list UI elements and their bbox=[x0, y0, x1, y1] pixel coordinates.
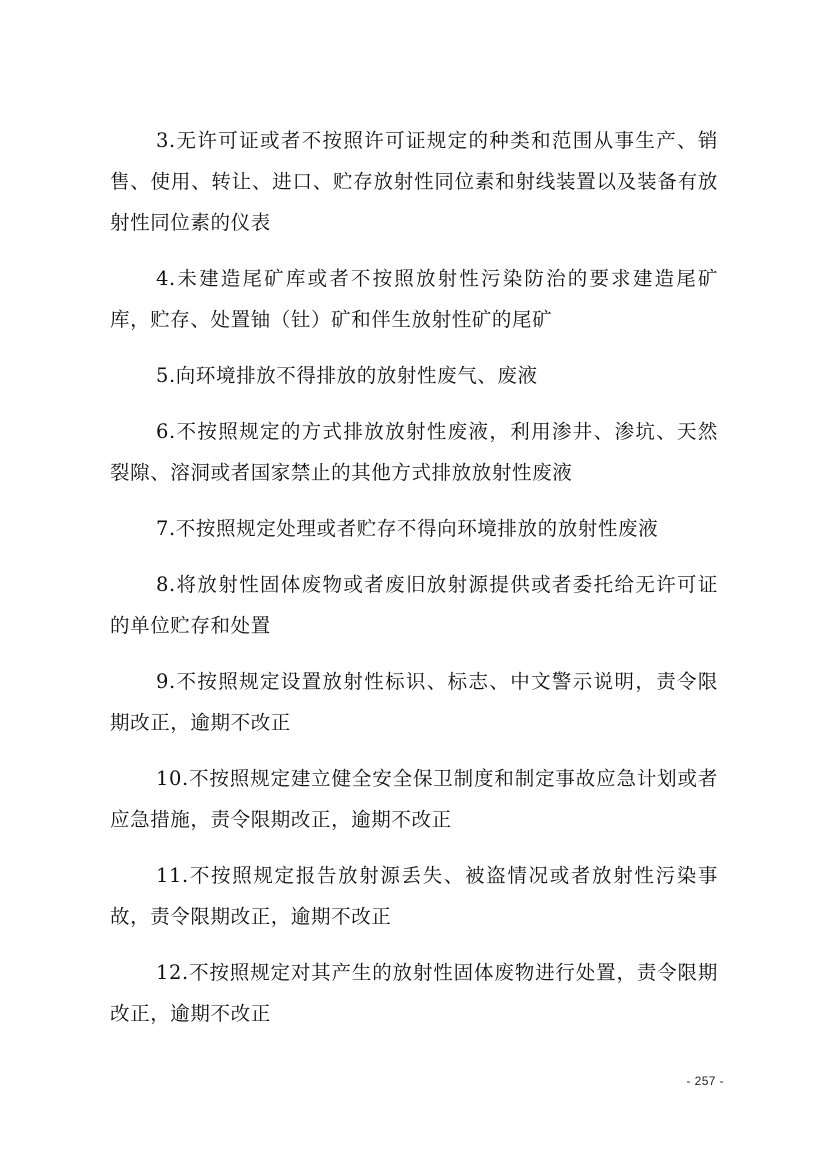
list-item: 6.不按照规定的方式排放放射性废液，利用渗井、渗坑、天然裂隙、溶洞或者国家禁止的其他方式排放放射性废液 bbox=[110, 420, 718, 484]
list-item: 3.无许可证或者不按照许可证规定的种类和范围从事生产、销售、使用、转让、进口、贮存放射性同位素和射线装置以及装备有放射性同位素的仪表 bbox=[110, 129, 718, 234]
document-body bbox=[110, 120, 718, 1049]
list-item: 4.未建造尾矿库或者不按照放射性污染防治的要求建造尾矿库，贮存、处置铀（钍）矿和伴生放射性矿的尾矿 bbox=[110, 267, 718, 331]
list-item: 5.向环境排放不得排放的放射性废气、废液 bbox=[156, 364, 538, 387]
list-item: 7.不按照规定处理或者贮存不得向环境排放的放射性废液 bbox=[156, 517, 659, 540]
list-item: 9.不按照规定设置放射性标识、标志、中文警示说明，责令限期改正，逾期不改正 bbox=[110, 670, 718, 734]
list-item: 12.不按照规定对其产生的放射性固体废物进行处置，责令限期改正，逾期不改正 bbox=[110, 961, 718, 1025]
list-item: 8.将放射性固体废物或者废旧放射源提供或者委托给无许可证的单位贮存和处置 bbox=[110, 573, 718, 637]
list-item: 11.不按照规定报告放射源丢失、被盗情况或者放射性污染事故，责令限期改正，逾期不改正 bbox=[110, 864, 718, 928]
page-number: - 257 - bbox=[686, 1074, 724, 1088]
list-item: 10.不按照规定建立健全安全保卫制度和制定事故应急计划或者应急措施，责令限期改正，逾期不改正 bbox=[110, 767, 718, 831]
